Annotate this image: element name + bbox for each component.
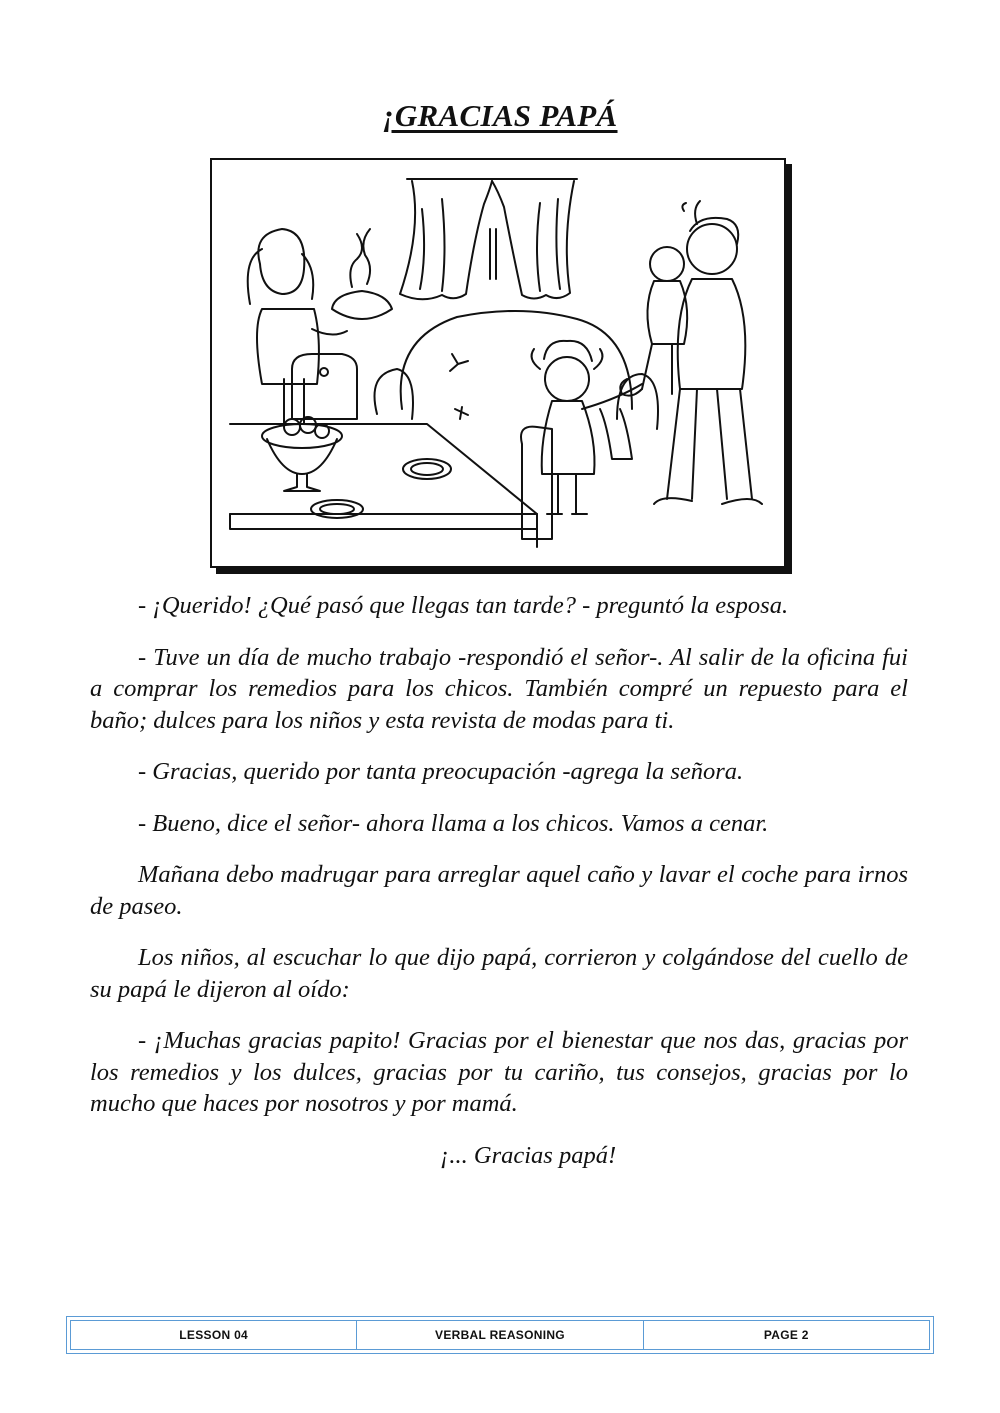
story-paragraph: - ¡Querido! ¿Qué pasó que llegas tan tarde? - preguntó la esposa. <box>138 592 789 619</box>
story-text <box>90 590 908 1191</box>
chair-drawing <box>292 354 357 419</box>
story-paragraph: - Tuve un día de mucho trabajo -respondió el señor-. Al salir de la oficina fui a comprar los remedios para los chicos. También compré un repuesto para el baño; dulces para los niños y esta revista de modas para ti. <box>90 643 908 734</box>
story-paragraph: - Bueno, dice el señor- ahora llama a los chicos. Vamos a cenar. <box>138 809 769 837</box>
story-paragraph: - ¡Muchas gracias papito! Gracias por el bienestar que nos das, gracias por los remedios y los dulces, gracias por tu cariño, tus consejos, gracias por lo mucho que haces por nosotros y por mamá. <box>90 1027 908 1117</box>
story-paragraph: - Gracias, querido por tanta preocupación -agrega la señora. <box>138 758 744 785</box>
story-paragraph: Mañana debo madrugar para arreglar aquel caño y lavar el coche para irnos de paseo. <box>90 861 908 920</box>
footer-subject: VERBAL REASONING <box>357 1321 643 1349</box>
footer-table <box>70 1320 930 1350</box>
family-illustration <box>222 169 774 557</box>
page-footer <box>66 1316 934 1354</box>
sofa-drawing <box>375 311 659 429</box>
mother-drawing <box>248 229 392 424</box>
curtain-drawing <box>400 179 577 299</box>
footer-lesson: LESSON 04 <box>71 1321 357 1349</box>
illustration-frame <box>210 158 786 568</box>
story-closing: ¡... Gracias papá! <box>439 1141 617 1169</box>
father-drawing <box>620 201 762 504</box>
footer-page-number: PAGE 2 <box>763 1328 809 1342</box>
table-drawing <box>230 417 537 547</box>
story-paragraph: Los niños, al escuchar lo que dijo papá, corrieron y colgándose del cuello de su papá le dijeron al oído: <box>90 944 908 1003</box>
page-title: ¡GRACIAS PAPÁ <box>382 98 618 133</box>
